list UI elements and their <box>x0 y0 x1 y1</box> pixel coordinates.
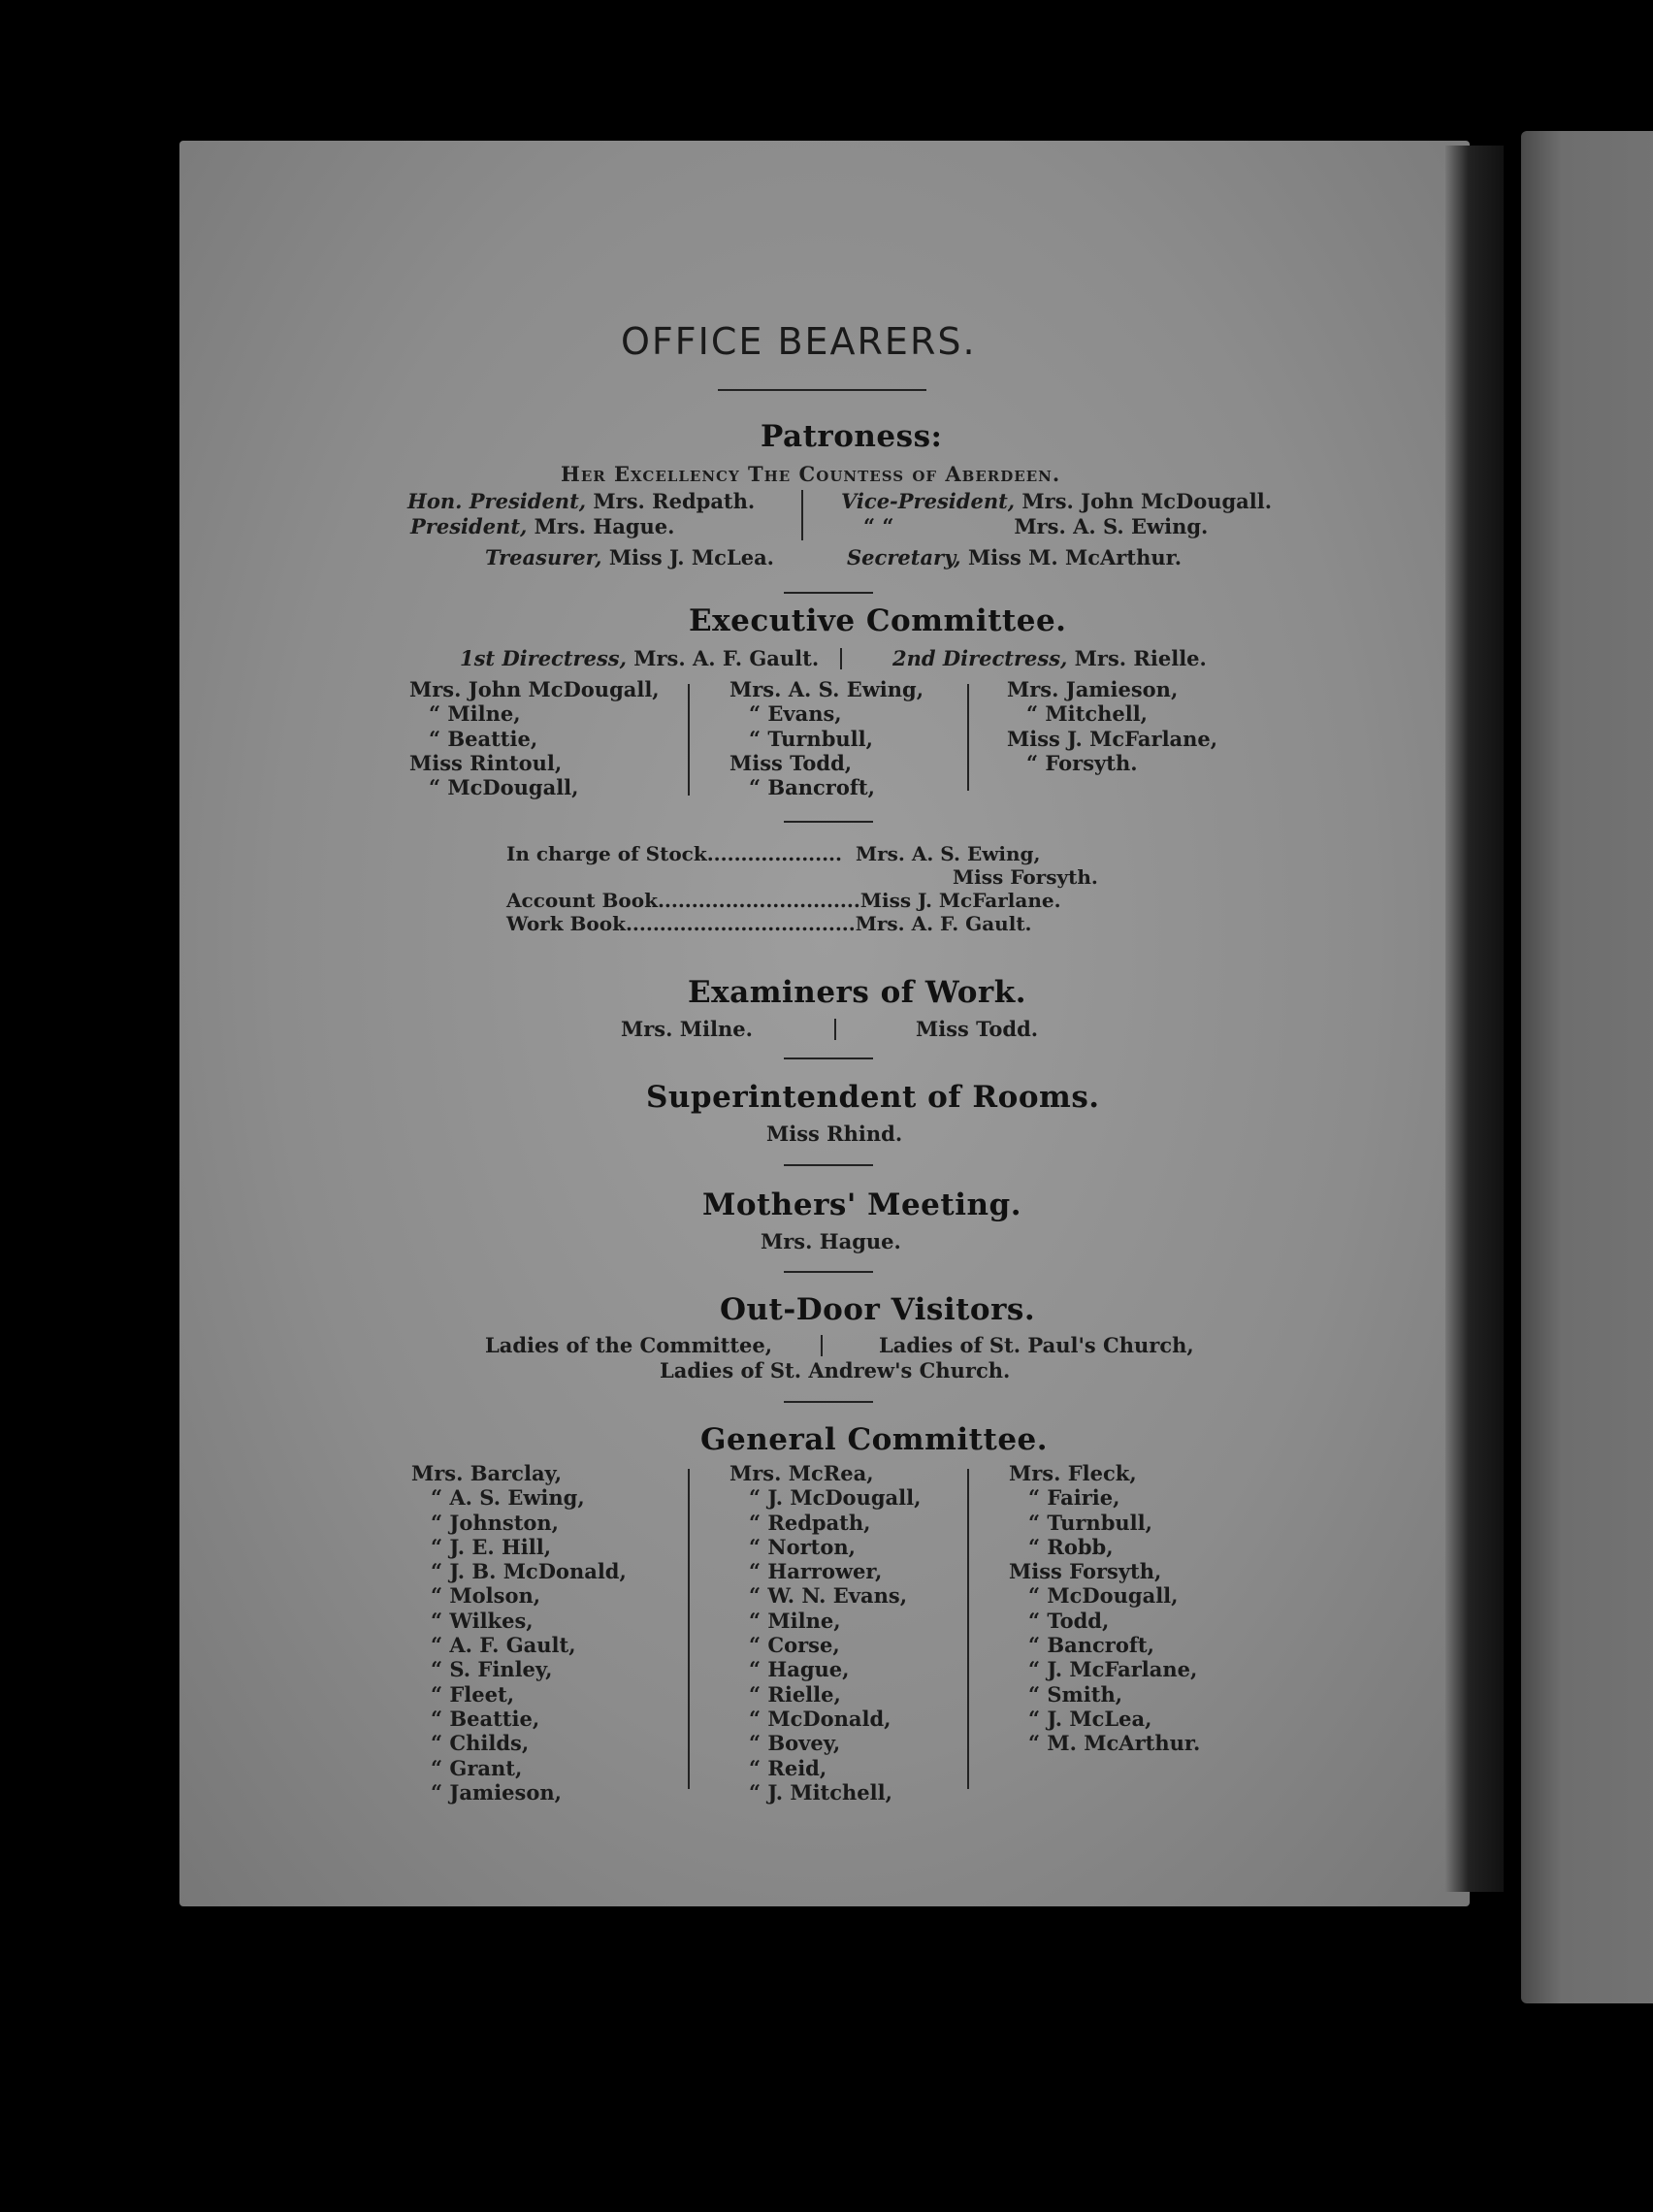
list-item: “ Johnston, <box>431 1510 559 1535</box>
president-role: President, <box>410 514 528 538</box>
list-item: “ Evans, <box>749 701 842 727</box>
divider <box>784 1271 873 1273</box>
patroness-name: Her Excellency The Countess of Aberdeen. <box>561 462 1061 486</box>
treasurer <box>485 545 774 569</box>
list-item: “ Wilkes, <box>431 1608 534 1633</box>
mothers-heading: Mothers' Meeting. <box>702 1187 1022 1222</box>
vice-president-role: Vice-President, <box>841 489 1016 513</box>
list-item: Mrs. Fleck, <box>1009 1461 1137 1485</box>
column-divider <box>801 490 803 540</box>
list-item: “ Fairie, <box>1028 1485 1120 1511</box>
adjacent-page <box>1521 131 1653 2003</box>
list-item: “ Mitchell, <box>1026 701 1148 727</box>
mothers-name: Mrs. Hague. <box>761 1229 901 1253</box>
list-item: “ Beattie, <box>429 726 538 751</box>
list-item: “ S. Finley, <box>431 1657 553 1682</box>
examiner-left: Mrs. Milne. <box>621 1017 753 1041</box>
list-item: “ McDonald, <box>749 1706 891 1731</box>
leader-dots: .............................. <box>657 889 860 912</box>
list-item: “ Smith, <box>1028 1681 1123 1707</box>
outdoor-heading: Out-Door Visitors. <box>720 1292 1036 1327</box>
divider <box>784 1401 873 1403</box>
list-item: Mrs. A. S. Ewing, <box>729 677 924 701</box>
list-item: “ Reid, <box>749 1755 827 1780</box>
list-item: “ Milne, <box>429 701 521 727</box>
list-item: “ Harrower, <box>749 1559 883 1584</box>
list-item: “ Bovey, <box>749 1731 841 1756</box>
list-item: “ Bancroft, <box>749 775 875 800</box>
list-item: “ J. McFarlane, <box>1028 1657 1198 1682</box>
list-item: “ Hague, <box>749 1657 850 1682</box>
list-item: “ Norton, <box>749 1534 856 1559</box>
treasurer-name: Miss J. McLea. <box>608 545 774 569</box>
list-item: “ J. B. McDonald, <box>431 1559 627 1584</box>
examiner-right: Miss Todd. <box>916 1017 1039 1041</box>
second-directress <box>892 646 1207 670</box>
list-item: “ A. S. Ewing, <box>431 1485 585 1511</box>
leader-dots: .................................. <box>625 912 856 935</box>
general-column-3 <box>1009 1461 1200 1756</box>
list-item: “ McDougall, <box>1028 1583 1179 1609</box>
list-item: “ A. F. Gault, <box>431 1633 576 1658</box>
list-item: “ Robb, <box>1028 1534 1114 1559</box>
outdoor-bottom: Ladies of St. Andrew's Church. <box>660 1358 1011 1382</box>
list-item: Mrs. John McDougall, <box>409 677 660 701</box>
list-item: “ W. N. Evans, <box>749 1583 908 1609</box>
leader-dots: .................... <box>706 842 842 865</box>
list-item: “ J. Mitchell, <box>749 1779 892 1805</box>
vice-president-name: Mrs. John McDougall. <box>1021 489 1273 513</box>
ditto-marks: “ “ <box>863 514 894 538</box>
superintendent-name: Miss Rhind. <box>766 1122 903 1146</box>
list-item: “ Childs, <box>431 1731 530 1756</box>
list-item: “ J. McDougall, <box>749 1485 922 1511</box>
list-item: Miss Forsyth, <box>1009 1559 1162 1584</box>
list-item: “ Forsyth. <box>1026 750 1138 775</box>
divider <box>784 1164 873 1166</box>
executive-column-1 <box>409 677 660 799</box>
list-item: “ Fleet, <box>431 1681 515 1707</box>
divider <box>784 592 873 594</box>
list-item: Mrs. Barclay, <box>411 1461 563 1485</box>
vice-president-2 <box>863 514 1208 538</box>
column-divider <box>688 684 690 796</box>
list-item: “ Redpath, <box>749 1510 871 1535</box>
list-item: “ McDougall, <box>429 775 579 800</box>
general-column-2 <box>729 1461 921 1805</box>
executive-column-3 <box>1007 677 1217 775</box>
secretary-role: Secretary, <box>847 545 961 569</box>
list-item: “ J. E. Hill, <box>431 1534 552 1559</box>
divider <box>784 821 873 823</box>
superintendent-heading: Superintendent of Rooms. <box>646 1080 1100 1115</box>
duty-row <box>506 865 1098 889</box>
hon-president-role: Hon. President, <box>407 489 587 513</box>
list-item: “ Jamieson, <box>431 1779 562 1805</box>
list-item: “ Grant, <box>431 1755 523 1780</box>
page-title: OFFICE BEARERS. <box>621 320 977 363</box>
list-item: “ Rielle, <box>749 1681 841 1707</box>
vice-president <box>841 489 1272 513</box>
duty-label: Work Book <box>506 912 626 935</box>
list-item: “ M. McArthur. <box>1028 1731 1201 1756</box>
secretary-name: Miss M. McArthur. <box>967 545 1183 569</box>
column-divider <box>840 648 842 669</box>
second-directress-name: Mrs. Rielle. <box>1074 646 1207 670</box>
column-divider <box>834 1019 836 1040</box>
first-directress-name: Mrs. A. F. Gault. <box>633 646 820 670</box>
second-directress-role: 2nd Directress, <box>892 646 1068 670</box>
vice-president-2-name: Mrs. A. S. Ewing. <box>1014 514 1209 538</box>
duty-value: Mrs. A. S. Ewing, <box>855 842 1041 865</box>
patroness-heading: Patroness: <box>761 419 943 454</box>
outdoor-right: Ladies of St. Paul's Church, <box>879 1333 1194 1357</box>
list-item: Mrs. McRea, <box>729 1461 874 1485</box>
duty-label: In charge of Stock <box>506 842 707 865</box>
secretary <box>847 545 1182 569</box>
page-edge-shadow <box>1445 146 1504 1892</box>
list-item: Miss Rintoul, <box>409 750 563 775</box>
duty-row <box>506 912 1098 935</box>
duties-list <box>506 842 1098 935</box>
outdoor-left: Ladies of the Committee, <box>485 1333 773 1357</box>
column-divider <box>967 684 969 791</box>
duty-value: Mrs. A. F. Gault. <box>855 912 1032 935</box>
divider <box>718 389 926 391</box>
examiners-heading: Examiners of Work. <box>688 975 1026 1010</box>
list-item: “ Corse, <box>749 1633 840 1658</box>
list-item: “ Turnbull, <box>1028 1510 1152 1535</box>
duty-label: Account Book <box>506 889 658 912</box>
duty-row <box>506 889 1098 912</box>
president-name: Mrs. Hague. <box>534 514 675 538</box>
general-column-1 <box>411 1461 627 1805</box>
general-heading: General Committee. <box>700 1422 1049 1457</box>
list-item: “ J. McLea, <box>1028 1706 1152 1731</box>
list-item: “ Milne, <box>749 1608 841 1633</box>
list-item: Miss Todd, <box>729 750 853 775</box>
list-item: Miss J. McFarlane, <box>1007 726 1218 751</box>
first-directress-role: 1st Directress, <box>460 646 627 670</box>
column-divider <box>821 1335 823 1356</box>
column-divider <box>688 1469 690 1789</box>
president <box>410 514 674 538</box>
list-item: “ Turnbull, <box>749 726 873 751</box>
column-divider <box>967 1469 969 1789</box>
duty-value: Miss Forsyth. <box>953 865 1098 889</box>
list-item: “ Molson, <box>431 1583 541 1609</box>
duty-value: Miss J. McFarlane. <box>859 889 1061 912</box>
executive-heading: Executive Committee. <box>689 603 1067 638</box>
list-item: “ Todd, <box>1028 1608 1110 1633</box>
duty-row <box>506 842 1098 865</box>
list-item: “ Beattie, <box>431 1706 540 1731</box>
list-item: Mrs. Jamieson, <box>1007 677 1179 701</box>
hon-president <box>407 489 755 513</box>
list-item: “ Bancroft, <box>1028 1633 1154 1658</box>
treasurer-role: Treasurer, <box>485 545 602 569</box>
divider <box>784 1057 873 1059</box>
first-directress <box>460 646 819 670</box>
hon-president-name: Mrs. Redpath. <box>593 489 756 513</box>
executive-column-2 <box>729 677 924 799</box>
